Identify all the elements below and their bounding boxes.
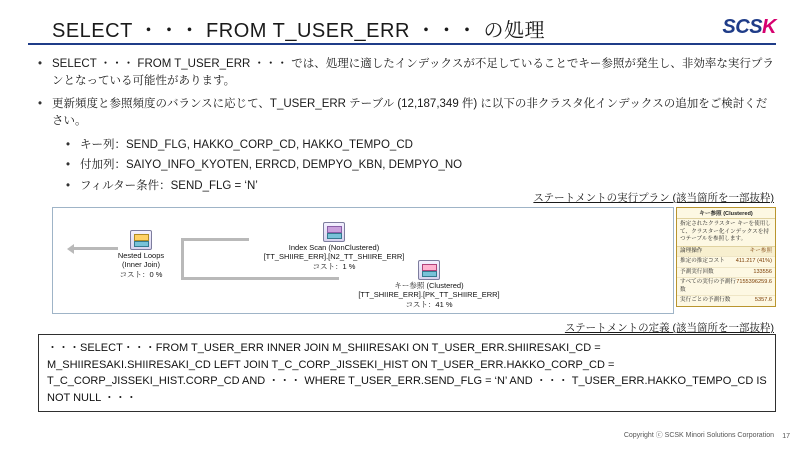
sub-bullet-marker: • — [66, 159, 71, 172]
flow-line — [181, 277, 339, 280]
tooltip-row — [677, 257, 775, 268]
sub-bullet-text: 付加列：SAIYO_INFO_KYOTEN, ERRCD, DEMPYO_KBN, DEMPYO_NO — [80, 159, 463, 172]
tooltip-row-value: キー参照 — [749, 247, 772, 254]
sub-bullet-text: キー列：SEND_FLG, HAKKO_CORP_CD, HAKKO_TEMPO_CD — [80, 138, 413, 151]
sub-bullet-marker: • — [66, 180, 71, 193]
bullet-marker: • — [38, 58, 43, 70]
company-logo — [722, 16, 776, 39]
flow-line — [181, 238, 249, 241]
footer-copyright: Copyright ⓒ SCSK Minori Solutions Corporation — [623, 432, 774, 439]
sub-bullet-marker: • — [66, 138, 71, 151]
tooltip-row-value: 7155396259.6 — [736, 279, 772, 286]
sub-bullet-text: フィルター条件：SEND_FLG = ‘N’ — [80, 180, 258, 193]
execution-plan-diagram — [53, 208, 673, 313]
bullet-list — [38, 56, 774, 195]
execution-plan-panel — [52, 207, 674, 314]
key-lookup-tooltip — [676, 207, 776, 307]
tooltip-row-label: すべての実行の予測行数 — [680, 279, 736, 293]
tooltip-row — [677, 247, 775, 258]
execution-plan-caption: ステートメントの実行プラン (該当箇所を一部抜粋) — [533, 192, 774, 204]
logo-main: SCS — [722, 16, 763, 38]
tooltip-row-value: 133556 — [753, 268, 772, 275]
node-line-2: [TT_SHIIRE_ERR].[PK_TT_SHIIRE_ERR] — [358, 290, 500, 300]
plan-node-nested-loops — [101, 230, 181, 279]
bullet-item — [38, 56, 774, 89]
node-line-3: コスト：41 % — [405, 299, 453, 309]
bullet-marker: • — [38, 98, 43, 111]
logo-accent: K — [762, 16, 776, 38]
node-line-1: Nested Loops — [117, 251, 165, 260]
tooltip-row-label: 論理操作 — [680, 247, 703, 254]
tooltip-row — [677, 268, 775, 279]
tooltip-row — [677, 278, 775, 296]
header-divider — [28, 43, 776, 45]
plan-node-key-lookup — [339, 260, 519, 309]
node-line-2: (Inner Join) — [122, 260, 160, 270]
tooltip-description: 指定されたクラスター キーを使用して、クラスター化インデックスを持つテーブルを参照します。 — [677, 219, 775, 247]
key-lookup-icon — [418, 260, 440, 280]
flow-arrow-head — [67, 244, 74, 254]
tooltip-row-value: 5357.6 — [754, 297, 772, 304]
tooltip-row-label: 予測実行回数 — [680, 268, 714, 275]
tooltip-title: キー参照 (Clustered) — [677, 208, 775, 219]
node-line-1: キー参照 (Clustered) — [394, 281, 464, 290]
page-number: 17 — [782, 433, 790, 440]
page-title: SELECT ・・・ FROM T_USER_ERR ・・・ の処理 — [52, 20, 545, 42]
flow-line — [181, 238, 184, 280]
index-scan-icon — [323, 222, 345, 242]
node-line-3: コスト：1 % — [312, 261, 356, 271]
tooltip-row-label: 推定の推定コスト — [680, 258, 725, 265]
tooltip-row-label: 実行ごとの予測行数 — [680, 297, 731, 304]
node-line-1: Index Scan (NonClustered) — [288, 243, 380, 252]
sub-bullet-item — [66, 137, 774, 154]
tooltip-row-value: 411.217 (41%) — [735, 258, 772, 265]
bullet-item — [38, 96, 774, 129]
node-line-3: コスト：0 % — [119, 269, 163, 279]
sub-bullet-item — [66, 157, 774, 174]
tooltip-row — [677, 296, 775, 306]
statement-definition-caption: ステートメントの定義 (該当箇所を一部抜粋) — [564, 322, 774, 334]
bullet-text: 更新頻度と参照頻度のバランスに応じて、T_USER_ERR テーブル (12,187,349 件) に以下の非クラスタ化インデックスの追加をご検討ください。 — [52, 98, 768, 128]
node-line-2: [TT_SHIIRE_ERR].[N2_TT_SHIIRE_ERR] — [263, 252, 405, 262]
statement-definition-box: ・・・SELECT・・・FROM T_USER_ERR INNER JOIN M_SHIIRESAKI ON T_USER_ERR.SHIIRESAKI_CD = M_SHIIRESAKI.SHIIRESAKI_CD LEFT JOIN T_C_CORP_JISSEKI_HIST ON T_USER_ERR.HAKKO_CORP_CD = T_C_CORP_JISSEKI_HIST.CORP_CD AND ・・・ WHERE T_USER_ERR.SEND_FLG = ‘N’ AND ・・・ T_USER_ERR.HAKKO_TEMPO_CD IS NOT NULL ・・・ — [38, 334, 776, 412]
nested-loops-icon — [130, 230, 152, 250]
bullet-text: SELECT ・・・ FROM T_USER_ERR ・・・ では、処理に適したインデックスが不足していることでキー参照が発生し、非効率な実行プランとなっている可能性があります。 — [52, 58, 774, 87]
